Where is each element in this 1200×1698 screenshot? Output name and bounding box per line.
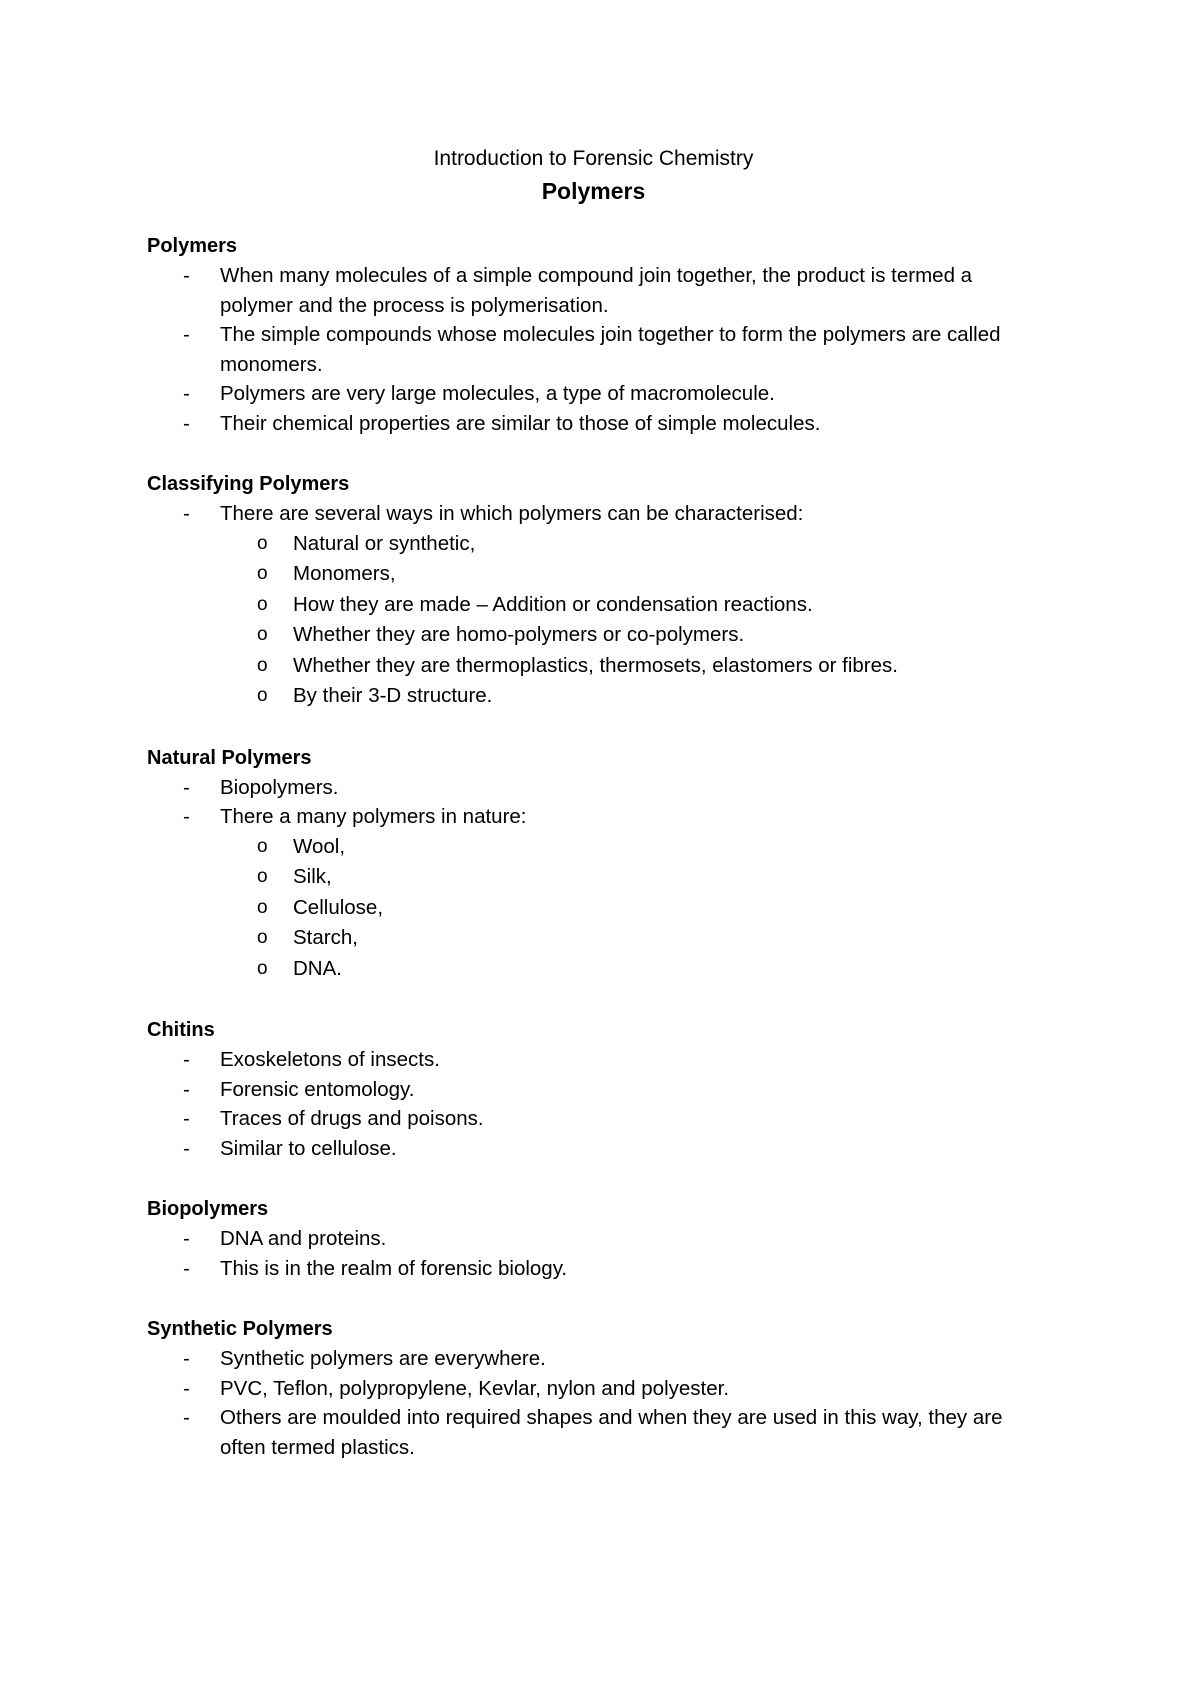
sub-list-item [147, 893, 1040, 924]
list-item [147, 1254, 1040, 1284]
list-item-text: There a many polymers in nature: [220, 805, 527, 828]
circle-bullet: o [257, 896, 268, 918]
bullet-list [147, 773, 1040, 985]
sub-list-item-text: Natural or synthetic, [293, 531, 476, 555]
list-item [147, 320, 1040, 379]
list-item-text: Polymers are very large molecules, a type of macromolecule. [220, 382, 775, 405]
sub-list-item-text: DNA. [293, 956, 342, 980]
section-synthetic-polymers [147, 1315, 1040, 1462]
sub-list-item-text: Wool, [293, 834, 346, 858]
list-item [147, 379, 1040, 409]
dash-bullet: - [183, 775, 190, 799]
sub-list-item [147, 590, 1040, 621]
list-item [147, 773, 1040, 803]
sub-list-item-text: By their 3-D structure. [293, 684, 493, 707]
section-heading: Biopolymers [147, 1198, 269, 1220]
dash-bullet: - [183, 805, 190, 828]
list-item-text: DNA and proteins. [220, 1227, 387, 1250]
sub-list-item [147, 651, 1040, 682]
circle-bullet: o [257, 624, 268, 645]
sub-list-item [147, 559, 1040, 590]
dash-bullet: - [183, 1048, 190, 1071]
document-title: Polymers [541, 178, 646, 204]
bullet-list [147, 499, 1040, 712]
list-item-text: Their chemical properties are similar to those of simple molecules. [220, 411, 821, 435]
sub-list-item [147, 620, 1040, 651]
list-item-text: Similar to cellulose. [220, 1136, 397, 1160]
circle-bullet: o [257, 532, 268, 554]
dash-bullet: - [183, 1376, 190, 1400]
list-item [147, 409, 1040, 439]
circle-bullet: o [257, 866, 268, 887]
sub-list-item [147, 954, 1040, 985]
dash-bullet: - [183, 1406, 190, 1429]
section-heading: Classifying Polymers [147, 473, 350, 495]
list-item-text: Others are moulded into required shapes and when they are used in this way, they are often termed plastics. [220, 1406, 1003, 1459]
section-natural-polymers [147, 744, 1040, 985]
dash-bullet: - [183, 323, 190, 346]
bullet-list [147, 261, 1040, 438]
dash-bullet: - [183, 1227, 190, 1250]
section-heading: Synthetic Polymers [147, 1318, 333, 1340]
list-item-text: There are several ways in which polymers can be characterised: [220, 502, 804, 525]
sub-list-item [147, 862, 1040, 893]
section-chitins [147, 1016, 1040, 1163]
section-classifying-polymers [147, 470, 1040, 712]
dash-bullet: - [183, 264, 190, 287]
list-item [147, 1344, 1040, 1374]
sub-list-item-text: Monomers, [293, 562, 396, 585]
dash-bullet: - [183, 1107, 190, 1130]
list-item [147, 1045, 1040, 1075]
dash-bullet: - [183, 502, 190, 525]
list-item [147, 1224, 1040, 1254]
sub-list-item [147, 681, 1040, 712]
list-item-text: The simple compounds whose molecules join together to form the polymers are called monomers. [220, 323, 1001, 376]
circle-bullet: o [257, 835, 268, 857]
sub-bullet-list [220, 832, 1040, 985]
sub-list-item-text: Cellulose, [293, 895, 384, 919]
dash-bullet: - [183, 1077, 190, 1101]
list-item [147, 802, 1040, 984]
section-heading: Natural Polymers [147, 746, 312, 769]
section-biopolymers [147, 1195, 1040, 1283]
list-item [147, 1374, 1040, 1404]
dash-bullet: - [183, 382, 190, 405]
document-header [0, 144, 1200, 208]
dash-bullet: - [183, 1347, 190, 1370]
bullet-list [147, 1344, 1040, 1462]
document-subtitle: Introduction to Forensic Chemistry [433, 147, 754, 170]
sub-list-item-text: Silk, [293, 865, 332, 888]
dash-bullet: - [183, 1136, 190, 1160]
dash-bullet: - [183, 1256, 190, 1280]
circle-bullet: o [257, 593, 268, 615]
section-polymers [147, 232, 1040, 438]
sub-list-item-text: Whether they are homo-polymers or co-polymers. [293, 623, 745, 646]
list-item [147, 1075, 1040, 1105]
circle-bullet: o [257, 927, 268, 948]
list-item-text: When many molecules of a simple compound join together, the product is termed a polymer and the process is polymerisation. [220, 264, 973, 317]
circle-bullet: o [257, 654, 268, 676]
bullet-list [147, 1045, 1040, 1163]
circle-bullet: o [257, 957, 268, 979]
list-item-text: PVC, Teflon, polypropylene, Kevlar, nylon and polyester. [220, 1376, 730, 1400]
list-item-text: Forensic entomology. [220, 1077, 415, 1101]
list-item [147, 1104, 1040, 1134]
list-item [147, 1403, 1040, 1462]
list-item-text: This is in the realm of forensic biology. [220, 1256, 568, 1280]
sub-bullet-list [220, 529, 1040, 712]
dash-bullet: - [183, 411, 190, 435]
list-item-text: Exoskeletons of insects. [220, 1048, 440, 1071]
list-item-text: Synthetic polymers are everywhere. [220, 1347, 546, 1370]
section-heading: Chitins [147, 1019, 215, 1041]
circle-bullet: o [257, 563, 268, 584]
sub-list-item [147, 529, 1040, 560]
sub-list-item [147, 923, 1040, 954]
sub-list-item-text: How they are made – Addition or condensation reactions. [293, 592, 813, 616]
sub-list-item [147, 832, 1040, 863]
list-item-text: Traces of drugs and poisons. [220, 1107, 484, 1130]
section-heading: Polymers [147, 235, 238, 257]
list-item [147, 261, 1040, 320]
list-item [147, 1134, 1040, 1164]
sub-list-item-text: Starch, [293, 926, 358, 949]
circle-bullet: o [257, 685, 268, 706]
list-item-text: Biopolymers. [220, 775, 339, 799]
bullet-list [147, 1224, 1040, 1283]
sub-list-item-text: Whether they are thermoplastics, thermosets, elastomers or fibres. [293, 653, 898, 677]
list-item [147, 499, 1040, 712]
